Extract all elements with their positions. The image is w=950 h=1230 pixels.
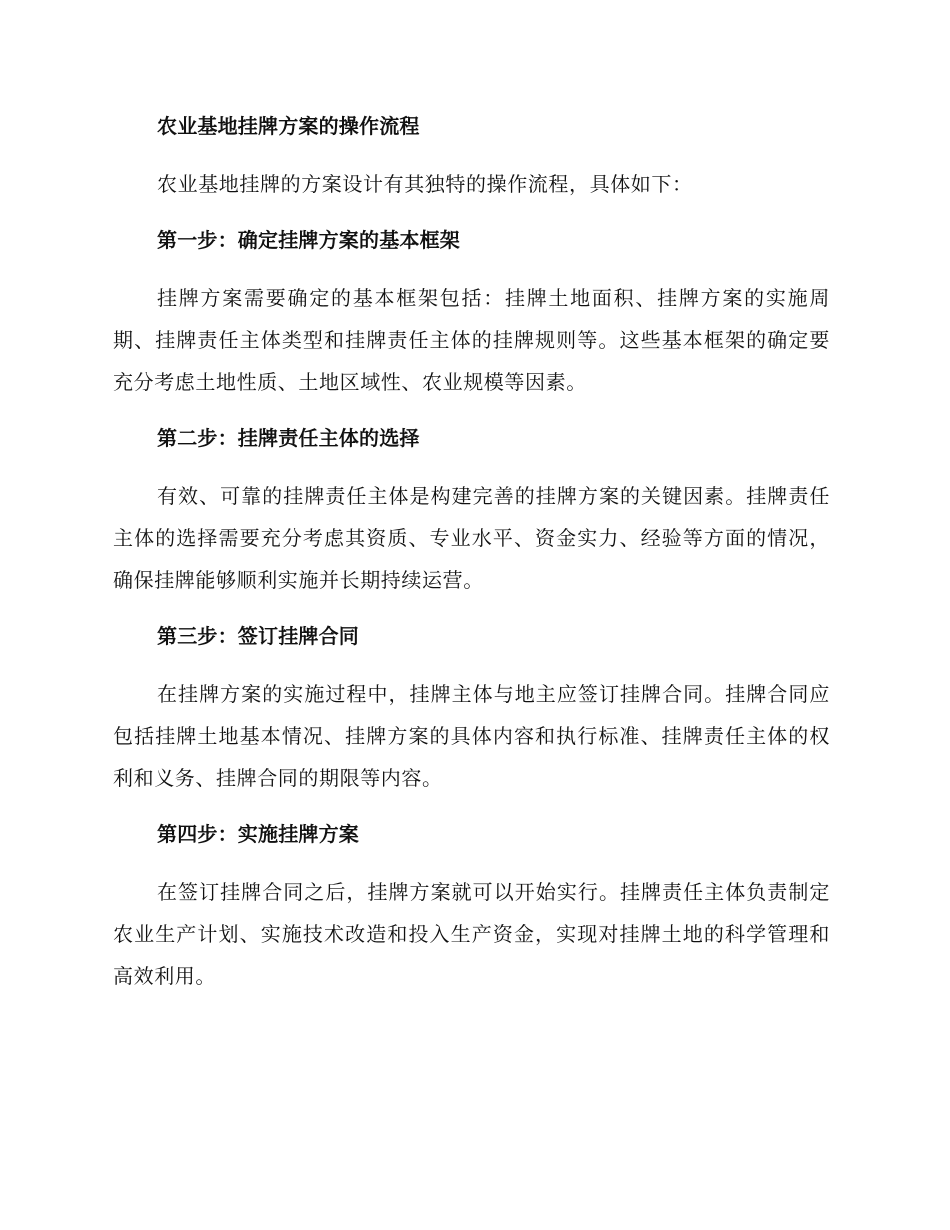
- section-heading-step-1: 第一步：确定挂牌方案的基本框架: [157, 228, 460, 252]
- section-body-step-3: 在挂牌方案的实施过程中，挂牌主体与地主应签订挂牌合同。挂牌合同应包括挂牌土地基本情况、挂牌方案的具体内容和执行标准、挂牌责任主体的权利和义务、挂牌合同的期限等内容。: [113, 682, 830, 790]
- document-title: 农业基地挂牌方案的操作流程: [157, 114, 420, 138]
- section-heading-step-3: 第三步：签订挂牌合同: [157, 624, 359, 648]
- section-heading-step-4: 第四步：实施挂牌方案: [157, 822, 359, 846]
- section-body-step-2: 有效、可靠的挂牌责任主体是构建完善的挂牌方案的关键因素。挂牌责任主体的选择需要充分考虑其资质、专业水平、资金实力、经验等方面的情况，确保挂牌能够顺利实施并长期持续运营。: [113, 484, 830, 592]
- intro-paragraph: 农业基地挂牌的方案设计有其独特的操作流程，具体如下：: [157, 172, 693, 196]
- section-body-step-4: 在签订挂牌合同之后，挂牌方案就可以开始实行。挂牌责任主体负责制定农业生产计划、实施技术改造和投入生产资金，实现对挂牌土地的科学管理和高效利用。: [113, 880, 830, 988]
- section-body-step-1: 挂牌方案需要确定的基本框架包括：挂牌土地面积、挂牌方案的实施周期、挂牌责任主体类型和挂牌责任主体的挂牌规则等。这些基本框架的确定要充分考虑土地性质、土地区域性、农业规模等因素。: [113, 286, 830, 394]
- section-heading-step-2: 第二步：挂牌责任主体的选择: [157, 426, 420, 450]
